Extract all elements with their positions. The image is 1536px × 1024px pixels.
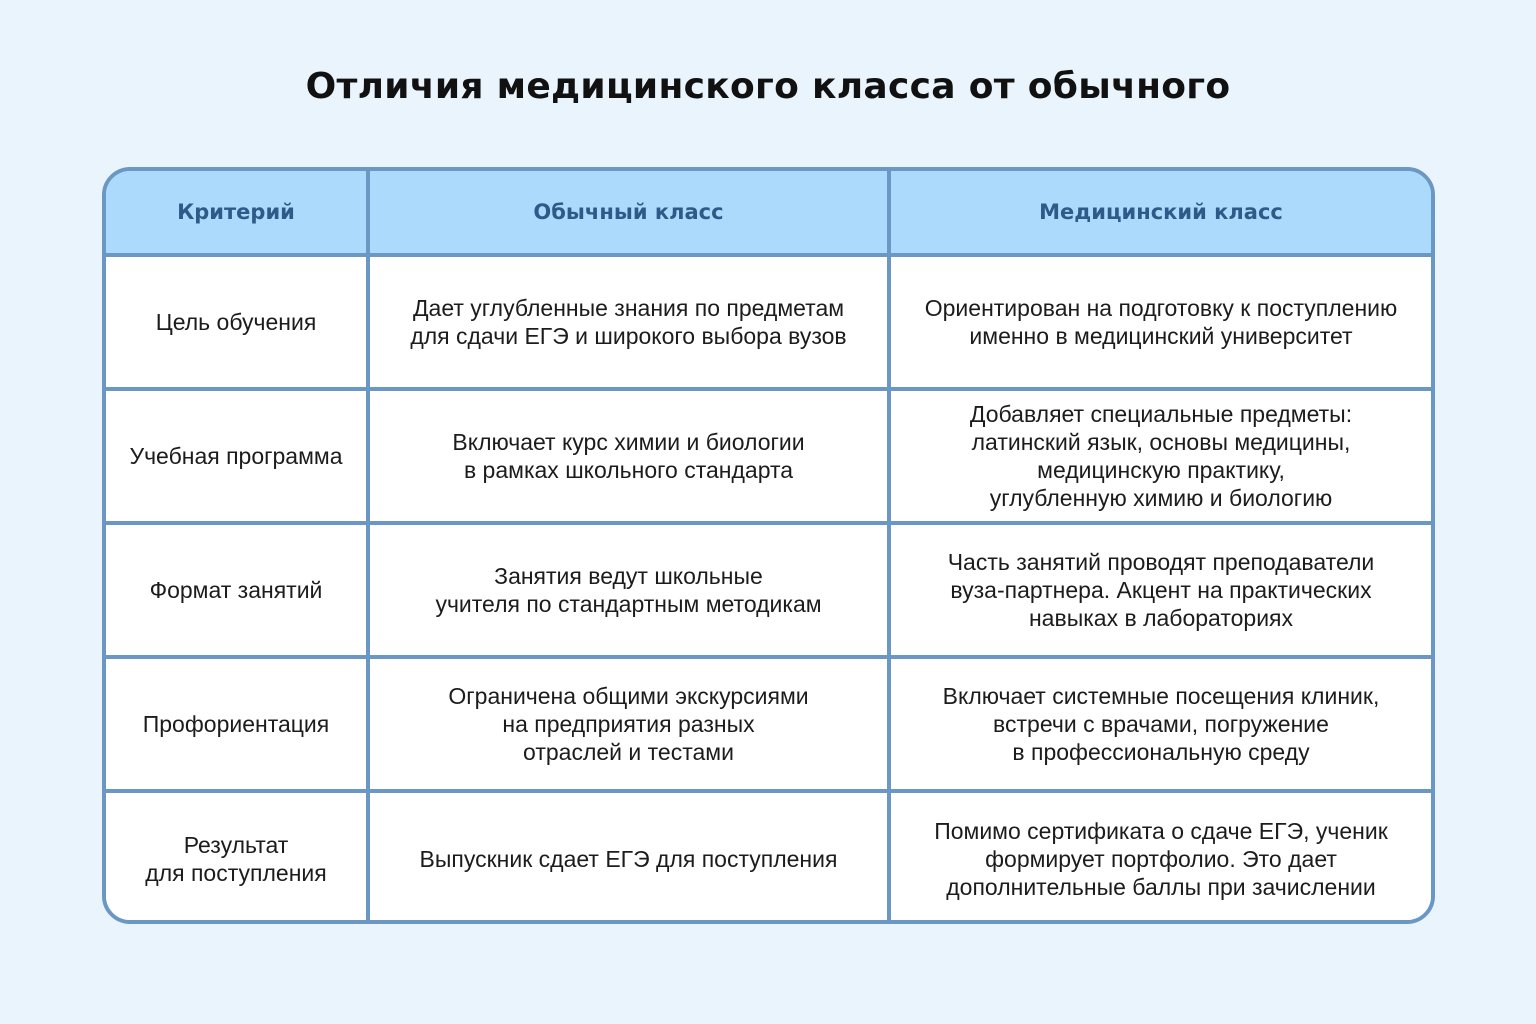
table-row xyxy=(106,657,1431,791)
medical-class-cell: Добавляет специальные предметы: латинский язык, основы медицины, медицинскую практику, углубленную химию и биологию xyxy=(889,389,1431,523)
criterion-cell: Профориентация xyxy=(106,657,368,791)
table-row xyxy=(106,389,1431,523)
header-criterion: Критерий xyxy=(106,171,368,255)
comparison-table xyxy=(102,167,1435,924)
criterion-cell: Учебная программа xyxy=(106,389,368,523)
table-header-row xyxy=(106,171,1431,255)
criterion-cell: Цель обучения xyxy=(106,255,368,389)
table-row xyxy=(106,523,1431,657)
header-medical-class: Медицинский класс xyxy=(889,171,1431,255)
regular-class-cell: Дает углубленные знания по предметам для сдачи ЕГЭ и широкого выбора вузов xyxy=(368,255,889,389)
medical-class-cell: Ориентирован на подготовку к поступлению именно в медицинский университет xyxy=(889,255,1431,389)
table-row xyxy=(106,255,1431,389)
regular-class-cell: Занятия ведут школьные учителя по стандартным методикам xyxy=(368,523,889,657)
header-regular-class: Обычный класс xyxy=(368,171,889,255)
medical-class-cell: Включает системные посещения клиник, встречи с врачами, погружение в профессиональную среду xyxy=(889,657,1431,791)
criterion-cell: Формат занятий xyxy=(106,523,368,657)
regular-class-cell: Ограничена общими экскурсиями на предприятия разных отраслей и тестами xyxy=(368,657,889,791)
medical-class-cell: Помимо сертификата о сдаче ЕГЭ, ученик формирует портфолио. Это дает дополнительные баллы при зачислении xyxy=(889,791,1431,924)
table-row xyxy=(106,791,1431,924)
regular-class-cell: Выпускник сдает ЕГЭ для поступления xyxy=(368,791,889,924)
page-title: Отличия медицинского класса от обычного xyxy=(305,66,1231,107)
regular-class-cell: Включает курс химии и биологии в рамках школьного стандарта xyxy=(368,389,889,523)
criterion-cell: Результат для поступления xyxy=(106,791,368,924)
medical-class-cell: Часть занятий проводят преподаватели вуза-партнера. Акцент на практических навыках в лабораториях xyxy=(889,523,1431,657)
